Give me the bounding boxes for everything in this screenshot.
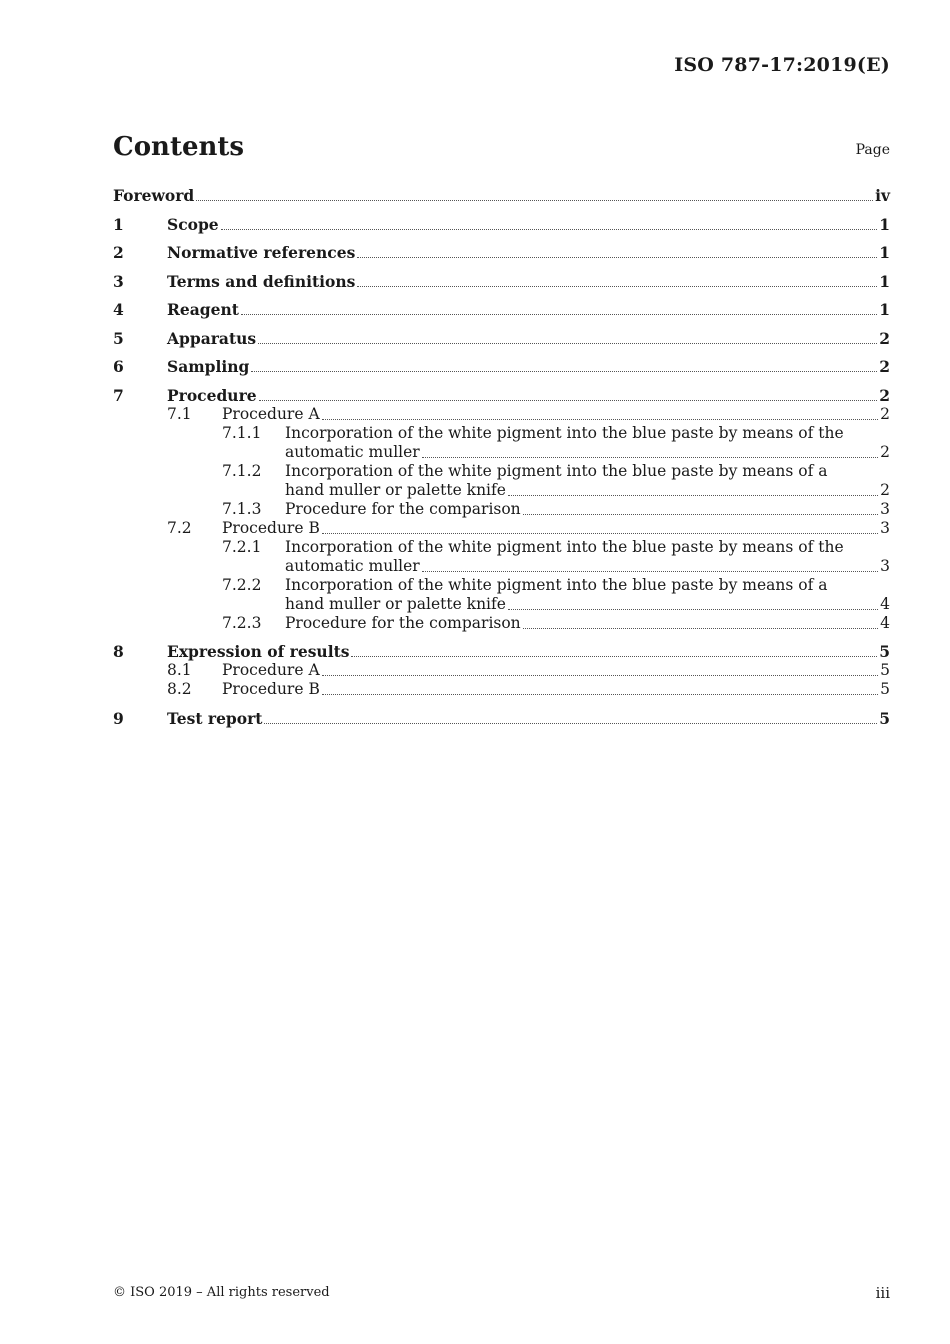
toc-entry-page: 1 xyxy=(879,243,890,262)
toc-entry-title: Procedure B xyxy=(222,680,320,698)
toc-entry-page: 1 xyxy=(879,214,890,234)
dot-leader xyxy=(357,257,877,258)
toc-entry-title: Expression of results xyxy=(167,642,350,661)
dot-leader xyxy=(264,723,877,724)
toc-entry-scope[interactable] xyxy=(113,215,890,234)
toc-entry-test-report[interactable] xyxy=(113,709,890,728)
toc-entry-foreword[interactable] xyxy=(113,186,890,205)
toc-entry-number: 5 xyxy=(113,328,124,348)
page-number: iii xyxy=(875,1284,890,1302)
toc-entry-expression-of-results[interactable] xyxy=(113,642,890,661)
toc-entry-title-line1: Incorporation of the white pigment into the blue paste by means of a xyxy=(285,575,828,594)
toc-entry-title: Reagent xyxy=(167,300,239,319)
toc-entry-procedure[interactable] xyxy=(113,386,890,405)
toc-entry-number: 4 xyxy=(113,300,124,319)
dot-leader xyxy=(322,675,878,676)
toc-entry-title-line2: automatic muller xyxy=(285,556,420,575)
toc-entry-number: 3 xyxy=(113,271,124,291)
toc-entry-page: 4 xyxy=(880,594,890,613)
toc-entry-title: Procedure B xyxy=(222,518,320,537)
toc-entry-7-1-1[interactable] xyxy=(113,424,890,462)
toc-entry-title: Sampling xyxy=(167,357,250,376)
dot-leader xyxy=(251,371,877,372)
toc-entry-page: 2 xyxy=(880,442,890,461)
dot-leader xyxy=(523,514,878,515)
dot-leader xyxy=(508,609,878,610)
toc-entry-number: 8 xyxy=(113,642,124,661)
toc-entry-7-1-2[interactable] xyxy=(113,462,890,500)
toc-entry-title-line2: hand muller or palette knife xyxy=(285,480,506,499)
toc-entry-8-2[interactable] xyxy=(113,680,890,699)
dot-leader xyxy=(357,286,877,287)
toc-entry-page: 3 xyxy=(880,518,890,537)
toc-entry-title-line2: automatic muller xyxy=(285,442,420,461)
toc-entry-title: Procedure A xyxy=(222,404,320,423)
toc-entry-reagent[interactable] xyxy=(113,300,890,319)
toc-entry-terms-and-definitions[interactable] xyxy=(113,272,890,291)
toc-entry-7-1-3[interactable] xyxy=(113,500,890,519)
dot-leader xyxy=(422,571,878,572)
toc-entry-page: 2 xyxy=(880,480,890,499)
toc-entry-number: 7.1.3 xyxy=(222,499,262,518)
toc-entry-title: Apparatus xyxy=(167,328,257,348)
dot-leader xyxy=(322,533,878,534)
toc-entry-page: 5 xyxy=(880,680,890,698)
toc-entry-page: 1 xyxy=(879,271,890,291)
dot-leader xyxy=(351,656,877,657)
toc-entry-number: 7.1.1 xyxy=(222,423,262,442)
toc-entry-number: 6 xyxy=(113,357,124,376)
page-column-label: Page xyxy=(855,142,890,158)
toc-entry-7-2-1[interactable] xyxy=(113,538,890,576)
toc-entry-page: 2 xyxy=(879,328,890,348)
toc-entry-7-2-2[interactable] xyxy=(113,576,890,614)
toc-entry-8-1[interactable] xyxy=(113,661,890,680)
toc-entry-number: 7.1.2 xyxy=(222,461,262,480)
toc-entry-title-line2: hand muller or palette knife xyxy=(285,594,506,613)
dot-leader xyxy=(508,495,878,496)
toc-entry-page: 4 xyxy=(880,613,890,632)
toc-entry-page: 2 xyxy=(880,404,890,423)
toc-entry-page: 5 xyxy=(880,661,890,679)
toc-entry-apparatus[interactable] xyxy=(113,329,890,348)
dot-leader xyxy=(322,419,878,420)
toc-entry-title: Procedure xyxy=(167,385,257,405)
toc-entry-title: Procedure for the comparison xyxy=(285,499,521,518)
toc-entry-page: 2 xyxy=(879,357,890,376)
toc-entry-7-2-3[interactable] xyxy=(113,614,890,633)
toc-entry-page: 5 xyxy=(879,708,890,728)
dot-leader xyxy=(241,314,877,315)
copyright-notice: © ISO 2019 – All rights reserved xyxy=(113,1285,330,1300)
toc-entry-title: Procedure for the comparison xyxy=(285,613,521,632)
toc-entry-page: 5 xyxy=(879,642,890,661)
dot-leader xyxy=(523,628,878,629)
document-id: ISO 787-17:2019(E) xyxy=(674,54,890,76)
toc-entry-title-line1: Incorporation of the white pigment into the blue paste by means of the xyxy=(285,423,844,442)
toc-entry-title: Terms and definitions xyxy=(167,271,356,291)
toc-entry-number: 7 xyxy=(113,385,124,405)
toc-entry-number: 2 xyxy=(113,243,124,262)
dot-leader xyxy=(422,457,878,458)
dot-leader xyxy=(258,343,877,344)
toc-entry-title-line1: Incorporation of the white pigment into the blue paste by means of a xyxy=(285,461,828,480)
dot-leader xyxy=(221,229,878,230)
toc-entry-title: Normative references xyxy=(167,243,356,262)
toc-entry-page: 2 xyxy=(879,385,890,405)
toc-entry-number: 7.2.3 xyxy=(222,613,262,632)
toc-entry-procedure-b[interactable] xyxy=(113,519,890,538)
dot-leader xyxy=(196,200,873,201)
toc-entry-page: 3 xyxy=(880,556,890,575)
toc-entry-number: 8.1 xyxy=(167,661,192,679)
toc-entry-page: 3 xyxy=(880,499,890,518)
toc-entry-number: 8.2 xyxy=(167,680,192,698)
toc-entry-sampling[interactable] xyxy=(113,357,890,376)
table-of-contents xyxy=(113,186,890,728)
toc-entry-title: Procedure A xyxy=(222,661,320,679)
contents-heading: Contents xyxy=(113,132,245,162)
toc-entry-title: Scope xyxy=(167,214,219,234)
dot-leader xyxy=(259,400,878,401)
toc-entry-number: 7.2.1 xyxy=(222,537,262,556)
toc-entry-number: 7.2 xyxy=(167,518,192,537)
toc-entry-normative-references[interactable] xyxy=(113,243,890,262)
toc-entry-number: 1 xyxy=(113,214,124,234)
toc-entry-page: 1 xyxy=(879,300,890,319)
toc-entry-title: Foreword xyxy=(113,186,195,205)
toc-entry-procedure-a[interactable] xyxy=(113,405,890,424)
toc-entry-page: iv xyxy=(875,186,890,205)
toc-entry-title: Test report xyxy=(167,708,263,728)
dot-leader xyxy=(322,694,878,695)
toc-entry-title-line1: Incorporation of the white pigment into the blue paste by means of the xyxy=(285,537,844,556)
toc-entry-number: 9 xyxy=(113,708,124,728)
toc-entry-number: 7.1 xyxy=(167,404,192,423)
toc-entry-number: 7.2.2 xyxy=(222,575,262,594)
